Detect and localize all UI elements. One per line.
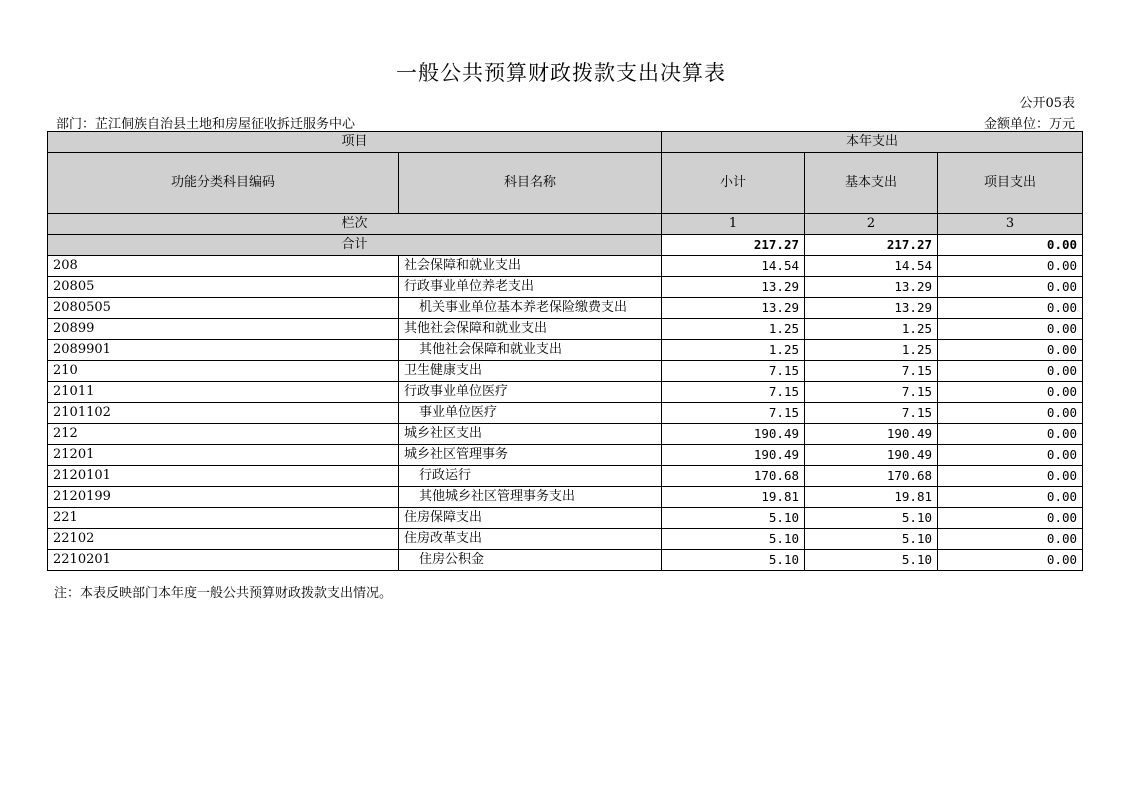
row-code: 2080505 — [48, 298, 399, 319]
row-code: 2210201 — [48, 550, 399, 571]
table-row — [48, 298, 1083, 319]
row-code: 208 — [48, 256, 399, 277]
row-basic: 1.25 — [805, 319, 938, 340]
col-index-2: 2 — [805, 214, 938, 235]
col-index-1: 1 — [662, 214, 805, 235]
row-subtotal: 13.29 — [662, 277, 805, 298]
table-row — [48, 550, 1083, 571]
row-project: 0.00 — [938, 424, 1083, 445]
row-name: 其他社会保障和就业支出 — [399, 340, 662, 361]
row-basic: 5.10 — [805, 529, 938, 550]
row-name: 城乡社区管理事务 — [399, 445, 662, 466]
row-name: 住房公积金 — [399, 550, 662, 571]
table-row — [48, 382, 1083, 403]
row-name: 城乡社区支出 — [399, 424, 662, 445]
row-code: 2120199 — [48, 487, 399, 508]
total-basic: 217.27 — [805, 235, 938, 256]
total-subtotal: 217.27 — [662, 235, 805, 256]
table-row — [48, 529, 1083, 550]
table-row — [48, 508, 1083, 529]
row-project: 0.00 — [938, 298, 1083, 319]
row-subtotal: 5.10 — [662, 550, 805, 571]
row-project: 0.00 — [938, 277, 1083, 298]
footnote: 注：本表反映部门本年度一般公共预算财政拨款支出情况。 — [54, 586, 393, 601]
row-project: 0.00 — [938, 361, 1083, 382]
total-project: 0.00 — [938, 235, 1083, 256]
row-name: 行政运行 — [399, 466, 662, 487]
row-name: 其他城乡社区管理事务支出 — [399, 487, 662, 508]
row-project: 0.00 — [938, 403, 1083, 424]
row-basic: 19.81 — [805, 487, 938, 508]
row-basic: 170.68 — [805, 466, 938, 487]
table-row — [48, 256, 1083, 277]
header-current-year: 本年支出 — [662, 132, 1083, 153]
row-subtotal: 190.49 — [662, 445, 805, 466]
header-item: 项目 — [48, 132, 662, 153]
row-code: 2101102 — [48, 403, 399, 424]
row-subtotal: 190.49 — [662, 424, 805, 445]
row-code: 21011 — [48, 382, 399, 403]
row-basic: 14.54 — [805, 256, 938, 277]
row-subtotal: 1.25 — [662, 340, 805, 361]
row-name: 行政事业单位养老支出 — [399, 277, 662, 298]
row-name: 住房改革支出 — [399, 529, 662, 550]
row-code: 2120101 — [48, 466, 399, 487]
header-name: 科目名称 — [399, 153, 662, 214]
expenditure-table — [47, 131, 1083, 571]
row-subtotal: 5.10 — [662, 508, 805, 529]
row-name: 事业单位医疗 — [399, 403, 662, 424]
header-subtotal: 小计 — [662, 153, 805, 214]
form-number: 公开05表 — [1019, 96, 1075, 111]
row-code: 210 — [48, 361, 399, 382]
row-subtotal: 7.15 — [662, 361, 805, 382]
row-subtotal: 1.25 — [662, 319, 805, 340]
header-code: 功能分类科目编码 — [48, 153, 399, 214]
row-subtotal: 5.10 — [662, 529, 805, 550]
row-name: 社会保障和就业支出 — [399, 256, 662, 277]
department-label: 部门：芷江侗族自治县土地和房屋征收拆迁服务中心 — [56, 117, 356, 132]
row-project: 0.00 — [938, 340, 1083, 361]
table-row — [48, 424, 1083, 445]
row-basic: 190.49 — [805, 424, 938, 445]
row-basic: 7.15 — [805, 382, 938, 403]
row-subtotal: 7.15 — [662, 382, 805, 403]
row-code: 21201 — [48, 445, 399, 466]
row-basic: 1.25 — [805, 340, 938, 361]
header-project: 项目支出 — [938, 153, 1083, 214]
row-basic: 13.29 — [805, 298, 938, 319]
row-basic: 5.10 — [805, 550, 938, 571]
table-row — [48, 403, 1083, 424]
col-index-3: 3 — [938, 214, 1083, 235]
header-row-1 — [48, 132, 1083, 153]
row-name: 住房保障支出 — [399, 508, 662, 529]
total-row — [48, 235, 1083, 256]
row-project: 0.00 — [938, 445, 1083, 466]
row-project: 0.00 — [938, 529, 1083, 550]
table-row — [48, 340, 1083, 361]
header-row-2 — [48, 153, 1083, 214]
table-row — [48, 445, 1083, 466]
row-basic: 7.15 — [805, 403, 938, 424]
row-code: 212 — [48, 424, 399, 445]
header-row-index — [48, 214, 1083, 235]
table-row — [48, 277, 1083, 298]
row-code: 221 — [48, 508, 399, 529]
row-subtotal: 170.68 — [662, 466, 805, 487]
total-label: 合计 — [48, 235, 662, 256]
row-code: 22102 — [48, 529, 399, 550]
amount-unit-label: 金额单位：万元 — [983, 117, 1075, 132]
row-subtotal: 7.15 — [662, 403, 805, 424]
row-project: 0.00 — [938, 487, 1083, 508]
row-subtotal: 14.54 — [662, 256, 805, 277]
row-subtotal: 13.29 — [662, 298, 805, 319]
row-index-label: 栏次 — [48, 214, 662, 235]
table-row — [48, 361, 1083, 382]
header-basic: 基本支出 — [805, 153, 938, 214]
row-basic: 7.15 — [805, 361, 938, 382]
row-project: 0.00 — [938, 256, 1083, 277]
row-code: 2089901 — [48, 340, 399, 361]
row-name: 卫生健康支出 — [399, 361, 662, 382]
row-basic: 5.10 — [805, 508, 938, 529]
row-code: 20899 — [48, 319, 399, 340]
row-subtotal: 19.81 — [662, 487, 805, 508]
row-project: 0.00 — [938, 550, 1083, 571]
page-title: 一般公共预算财政拨款支出决算表 — [396, 61, 726, 85]
row-project: 0.00 — [938, 319, 1083, 340]
row-basic: 190.49 — [805, 445, 938, 466]
row-basic: 13.29 — [805, 277, 938, 298]
table-body — [48, 256, 1083, 571]
row-project: 0.00 — [938, 466, 1083, 487]
table-row — [48, 319, 1083, 340]
row-project: 0.00 — [938, 382, 1083, 403]
row-name: 行政事业单位医疗 — [399, 382, 662, 403]
row-project: 0.00 — [938, 508, 1083, 529]
row-name: 其他社会保障和就业支出 — [399, 319, 662, 340]
row-code: 20805 — [48, 277, 399, 298]
table-row — [48, 487, 1083, 508]
table-row — [48, 466, 1083, 487]
row-name: 机关事业单位基本养老保险缴费支出 — [399, 298, 662, 319]
